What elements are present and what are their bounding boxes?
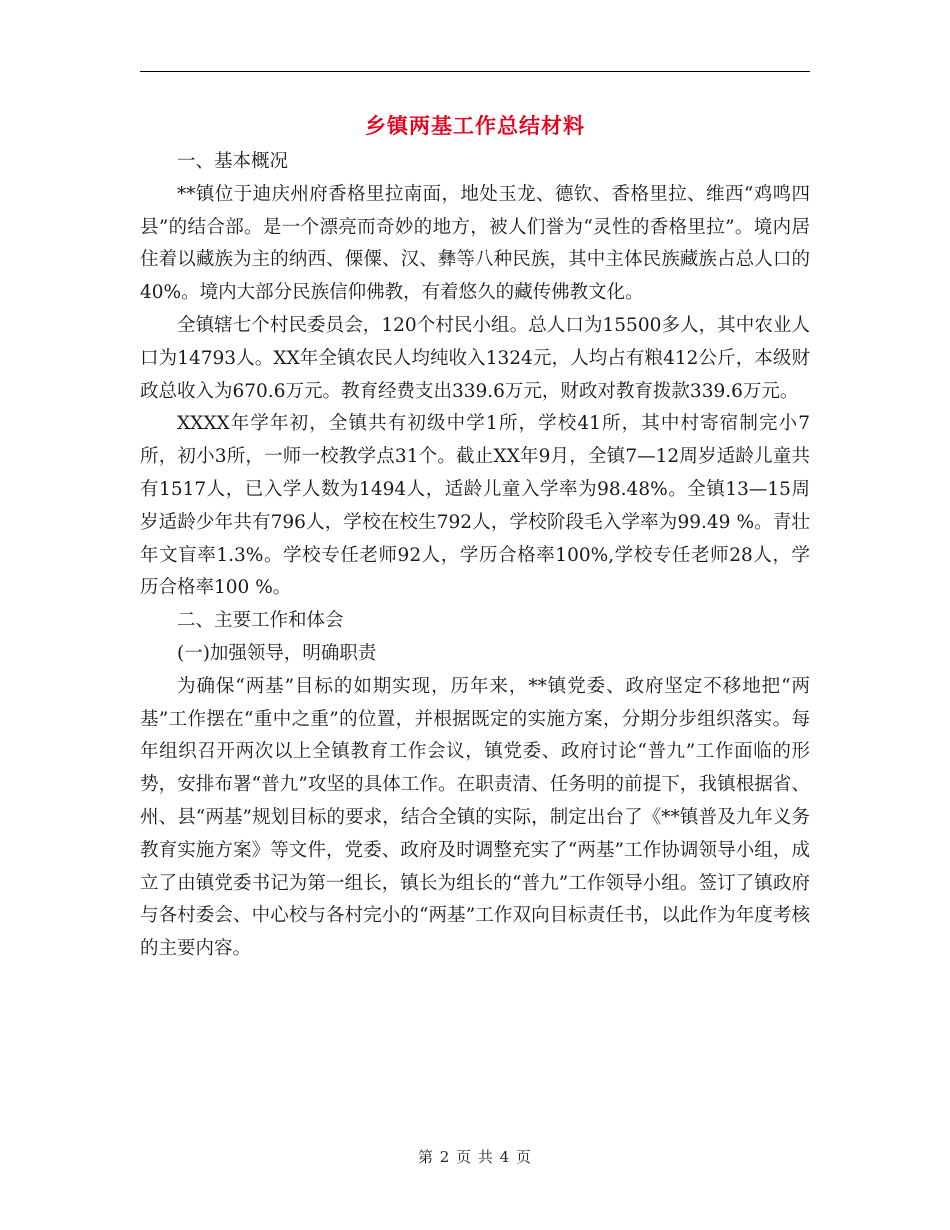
section-heading-overview: 一、基本概况 (177, 151, 289, 172)
paragraph-leadership: 为确保“两基”目标的如期实现，历年来，**镇党委、政府坚定不移地把“两基”工作摆在“重中之重”的位置，并根据既定的实施方案，分期分步组织落实。每年组织召开两次以上全镇教育工作会议，镇党委、政府讨论“普九”工作面临的形势，安排布署“普九”攻坚的具体工作。在职责清、任务明的前提下，我镇根据省、州、县“两基”规划目标的要求，结合全镇的实际，制定出台了《**镇普及九年义务教育实施方案》等文件，党委、政府及时调整充实了“两基”工作协调领导小组，成立了由镇党委书记为第一组长，镇长为组长的“普九”工作领导小组。签订了镇政府与各村委会、中心校与各村完小的“两基”工作双向目标责任书，以此作为年度考核的主要内容。 (140, 675, 810, 960)
subsection-heading-leadership: (一)加强领导，明确职责 (177, 642, 377, 664)
document-title: 乡镇两基工作总结材料 (365, 114, 585, 138)
page-number: 第 2 页 共 4 页 (418, 1148, 532, 1166)
paragraph-location: **镇位于迪庆州府香格里拉南面，地处玉龙、德钦、香格里拉、维西“鸡鸣四县”的结合部。是一个漂亮而奇妙的地方，被人们誉为“灵性的香格里拉”。境内居住着以藏族为主的纳西、傈僳、汉、彝等八种民族，其中主体民族藏族占总人口的40%。境内大部分民族信仰佛教，有着悠久的藏传佛教文化。 (140, 183, 810, 304)
header-rule (140, 71, 810, 72)
paragraph-population: 全镇辖七个村民委员会，120个村民小组。总人口为15500多人，其中农业人口为14793人。XX年全镇农民人均纯收入1324元，人均占有粮412公斤，本级财政总收入为670.6万元。教育经费支出339.6万元，财政对教育拨款339.6万元。 (140, 314, 810, 402)
section-heading-main-work: 二、主要工作和体会 (177, 610, 344, 632)
document-body (140, 146, 810, 966)
paragraph-schools: XXXX年学年初，全镇共有初级中学1所，学校41所，其中村寄宿制完小7所，初小3所，一师一校教学点31个。截止XX年9月，全镇7—12周岁适龄儿童共有1517人，已入学人数为1494人，适龄儿童入学率为98.48%。全镇13—15周岁适龄少年共有796人，学校在校生792人，学校阶段毛入学率为99.49 %。青壮年文盲率1.3%。学校专任老师92人，学历合格率100%,学校专任老师28人，学历合格率100 %。 (140, 413, 810, 599)
